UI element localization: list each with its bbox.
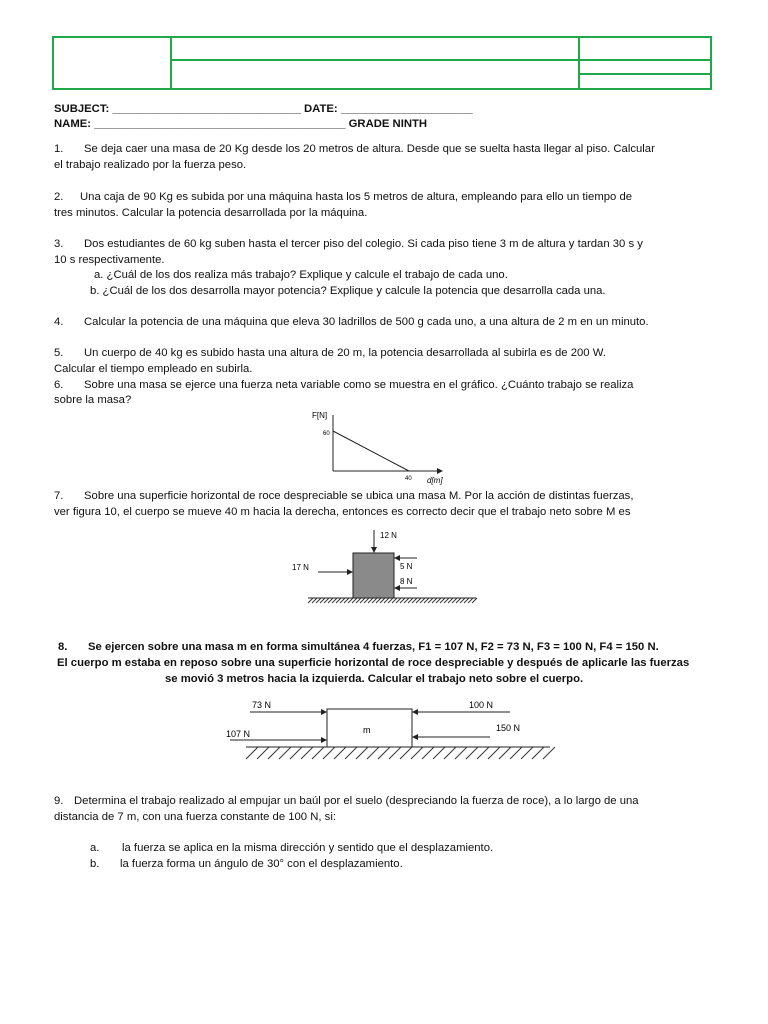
hatch-mark <box>499 747 511 759</box>
question-9b <box>90 858 403 870</box>
header-divider <box>578 38 580 88</box>
question-7-cont: ver figura 10, el cuerpo se mueve 40 m hacia la derecha, entonces es correcto decir que el trabajo neto sobre M es <box>54 506 631 518</box>
name-label: NAME: <box>54 118 92 130</box>
hatch-mark <box>488 747 500 759</box>
question-text: Se ejercen sobre una masa m en forma simultánea 4 fuerzas, F1 = 107 N, F2 = 73 N, F3 = 100 N, F4 = 150 N. <box>88 641 659 653</box>
hatch-mark <box>268 747 280 759</box>
question-1 <box>54 143 655 155</box>
graph-x-label: d[m] <box>427 476 443 485</box>
grade-label: GRADE NINTH <box>348 118 428 130</box>
option-label: a. <box>90 842 100 854</box>
question-3a: a. ¿Cuál de los dos realiza más trabajo? Explique y calcule el trabajo de cada uno. <box>94 269 508 281</box>
arrow-107n-head <box>321 737 327 743</box>
name-grade-line <box>54 118 427 130</box>
question-number: 2. <box>54 191 64 203</box>
hatch-mark <box>246 747 258 759</box>
question-number: 1. <box>54 143 64 155</box>
subject-field[interactable]: ______________________________ <box>112 103 301 115</box>
question-9a <box>90 842 493 854</box>
date-label: DATE: <box>304 103 338 115</box>
subject-date-line <box>54 103 473 115</box>
arrow-17n-head <box>347 569 353 575</box>
hatch-mark <box>356 747 368 759</box>
question-number: 7. <box>54 490 64 502</box>
question-number: 9. <box>54 795 64 807</box>
label-12n: 12 N <box>380 531 397 540</box>
hatch-mark <box>422 747 434 759</box>
hatch-mark <box>323 747 335 759</box>
hatch-mark <box>400 747 412 759</box>
hatch-mark <box>521 747 533 759</box>
question-number: 8. <box>58 641 68 653</box>
arrow-12n-head <box>371 547 377 553</box>
hatch-mark <box>477 747 489 759</box>
header-divider <box>170 38 172 88</box>
name-field[interactable]: ________________________________________ <box>94 118 346 130</box>
question-text: Un cuerpo de 40 kg es subido hasta una altura de 20 m, la potencia desarrollada al subirla es de 200 W. <box>84 347 606 359</box>
hatch-mark <box>345 747 357 759</box>
question-text: Determina el trabajo realizado al empujar un baúl por el suelo (despreciando la fuerza de roce), a lo largo de una <box>74 795 639 807</box>
question-5 <box>54 347 606 359</box>
header-table <box>52 36 712 90</box>
question-number: 3. <box>54 238 64 250</box>
hatch-mark <box>257 747 269 759</box>
question-2-cont: tres minutos. Calcular la potencia desarrollada por la máquina. <box>54 207 368 219</box>
mass-block <box>353 553 394 598</box>
ground-hatching <box>246 747 555 759</box>
question-7 <box>54 490 633 502</box>
figure-10 <box>280 525 480 607</box>
hatch-mark <box>389 747 401 759</box>
hatch-mark <box>301 747 313 759</box>
label-17n: 17 N <box>292 563 309 572</box>
label-150n: 150 N <box>496 723 521 733</box>
hatch-mark <box>290 747 302 759</box>
question-text: Calcular la potencia de una máquina que eleva 30 ladrillos de 500 g cada uno, a una altura de 2 m en un minuto. <box>84 316 649 328</box>
arrow-5n-head <box>394 555 400 561</box>
question-3 <box>54 238 643 250</box>
mass-m-label: m <box>363 725 371 735</box>
question-text: Sobre una superficie horizontal de roce despreciable se ubica una masa M. Por la acción de distintas fuerzas, <box>84 490 634 502</box>
hatch-mark <box>312 747 324 759</box>
hatch-mark <box>367 747 379 759</box>
subject-label: SUBJECT: <box>54 103 110 115</box>
question-3-cont: 10 s respectivamente. <box>54 254 165 266</box>
question-4 <box>54 316 649 328</box>
date-field[interactable]: _____________________ <box>340 103 473 115</box>
option-text: la fuerza se aplica en la misma dirección y sentido que el desplazamiento. <box>122 842 494 854</box>
ground-hatching <box>308 598 477 603</box>
graph-y-tick: 60 <box>323 431 330 437</box>
question-text: Sobre una masa se ejerce una fuerza neta variable como se muestra en el gráfico. ¿Cuánto trabajo se realiza <box>84 379 634 391</box>
question-number: 6. <box>54 379 64 391</box>
question-2 <box>54 191 632 203</box>
option-text: la fuerza forma un ángulo de 30° con el desplazamiento. <box>120 858 403 870</box>
question-text: Dos estudiantes de 60 kg suben hasta el tercer piso del colegio. Si cada piso tiene 3 m de altura y tardan 30 s y <box>84 238 643 250</box>
label-5n: 5 N <box>400 562 413 571</box>
question-number: 5. <box>54 347 64 359</box>
header-divider <box>170 59 710 61</box>
option-label: b. <box>90 858 100 870</box>
hatch-mark <box>433 747 445 759</box>
question-6-cont: sobre la masa? <box>54 394 132 406</box>
graph-x-tick: 40 <box>405 476 412 482</box>
hatch-mark <box>466 747 478 759</box>
question-8 <box>58 641 659 653</box>
graph-x-arrow <box>437 468 443 474</box>
hatch-mark <box>411 747 423 759</box>
hatch-mark <box>279 747 291 759</box>
question-8-cont2: se movió 3 metros hacia la izquierda. Calcular el trabajo neto sobre el cuerpo. <box>165 673 584 685</box>
label-8n: 8 N <box>400 577 413 586</box>
label-73n: 73 N <box>252 700 272 710</box>
question-text: Se deja caer una masa de 20 Kg desde los 20 metros de altura. Desde que se suelta hasta llegar al piso. Calcular <box>84 143 655 155</box>
label-107n: 107 N <box>226 729 251 739</box>
question-8-cont: El cuerpo m estaba en reposo sobre una superficie horizontal de roce despreciable y después de aplicarle las fuerzas <box>57 657 690 669</box>
question-6 <box>54 379 633 391</box>
header-divider <box>578 73 710 75</box>
graph-force-line <box>333 431 409 471</box>
label-100n: 100 N <box>469 700 494 710</box>
question-5-cont: Calcular el tiempo empleado en subirla. <box>54 363 253 375</box>
hatch-mark <box>455 747 467 759</box>
question-number: 4. <box>54 316 64 328</box>
question-9-cont: distancia de 7 m, con una fuerza constante de 100 N, si: <box>54 811 336 823</box>
question-3b: b. ¿Cuál de los dos desarrolla mayor potencia? Explique y calcule la potencia que desarrolla cada una. <box>90 285 606 297</box>
question-9 <box>54 795 639 807</box>
question-text: Una caja de 90 Kg es subida por una máquina hasta los 5 metros de altura, empleando para ello un tiempo de <box>80 191 633 203</box>
arrow-150n-head <box>412 734 418 740</box>
hatch-mark <box>334 747 346 759</box>
arrow-100n-head <box>412 709 418 715</box>
force-distance-graph <box>300 405 460 485</box>
hatch-mark <box>378 747 390 759</box>
four-forces-figure <box>220 696 560 768</box>
hatch-mark <box>532 747 544 759</box>
hatch-mark <box>543 747 555 759</box>
question-1-cont: el trabajo realizado por la fuerza peso. <box>54 159 247 171</box>
hatch-mark <box>444 747 456 759</box>
arrow-73n-head <box>321 709 327 715</box>
hatch-mark <box>510 747 522 759</box>
graph-y-label: F[N] <box>312 411 328 420</box>
